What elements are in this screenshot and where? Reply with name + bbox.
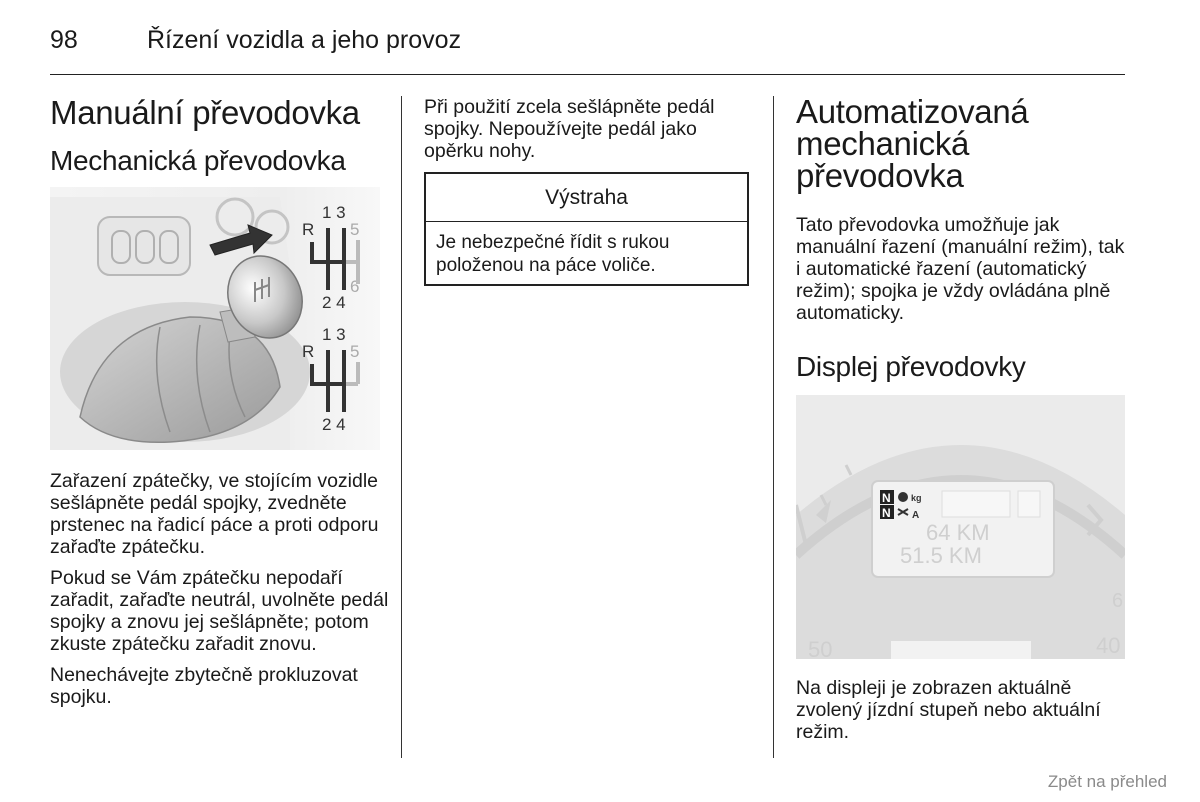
shift-label-5: 5 — [350, 342, 360, 361]
shift-label-lower: 2 4 — [322, 415, 346, 434]
flower-icon — [898, 492, 908, 502]
section-title-manual: Manuální převodovka — [50, 94, 360, 131]
display-line-1: 64 KM — [926, 520, 990, 545]
display-text — [796, 677, 1126, 752]
page-number: 98 — [50, 26, 78, 54]
manual-text-block — [50, 470, 395, 717]
paragraph-reverse-retry: Pokud se Vám zpátečku nepodaří zařadit, zařaďte neutrál, uvolněte pedál spojky a znovu jej sešlápněte; potom zkuste zpátečku zařadit znovu. — [50, 567, 389, 655]
warning-box — [424, 172, 749, 286]
transmission-display-photo — [796, 395, 1125, 659]
shift-label-r: R — [302, 342, 315, 361]
subsection-title-mechanical: Mechanická převodovka — [50, 145, 346, 176]
back-to-overview-link[interactable]: Zpět na přehled — [1047, 772, 1167, 791]
header-rule — [50, 74, 1125, 75]
section-title-automated: Automatizovaná mechanická převodovka — [796, 93, 1029, 194]
column-divider-1 — [401, 96, 402, 758]
shift-pattern-five-speed — [300, 322, 370, 434]
shift-label-upper: 1 3 — [322, 203, 346, 222]
paragraph-automated-description: Tato převodovka umožňuje jak manuální řazení (manuální režim), tak i automatické řazení (automatický režim); spojka je vždy ovládána plně automaticky. — [796, 214, 1125, 324]
paragraph-reverse-gear: Zařazení zpátečky, ve stojícím vozidle sešlápněte pedál spojky, zvedněte prstenec na řadicí páce a proti odporu zařaďte zpátečku. — [50, 470, 379, 558]
display-icon-top-label: kg — [911, 493, 922, 503]
paragraph-clutch-pedal: Při použití zcela sešlápněte pedál spojky. Nepoužívejte pedál jako opěrku nohy. — [424, 96, 715, 162]
paragraph-display-description: Na displeji je zobrazen aktuálně zvolený jízdní stupeň nebo aktuální režim. — [796, 677, 1101, 743]
shift-label-6: 6 — [350, 277, 360, 296]
display-mode-top: N — [882, 491, 891, 505]
shift-label-lower: 2 4 — [322, 293, 346, 312]
paragraph-clutch-slip: Nenechávejte zbytečně prokluzovat spojku. — [50, 664, 358, 708]
shift-label-r: R — [302, 220, 315, 239]
shift-pattern-six-speed — [300, 200, 370, 312]
shift-label-5: 5 — [350, 220, 360, 239]
clutch-text — [424, 96, 749, 171]
gauge-label-edge: 6 — [1112, 590, 1124, 612]
display-icon-bottom-label: A — [912, 510, 920, 521]
display-line-2: 51.5 KM — [900, 543, 982, 568]
warning-title: Výstraha — [426, 174, 747, 222]
automated-text — [796, 214, 1126, 333]
gauge-label-left: 50 — [808, 637, 833, 659]
gauge-label-right: 40 — [1096, 633, 1121, 658]
chapter-title: Řízení vozidla a jeho provoz — [147, 26, 462, 54]
shift-label-upper: 1 3 — [322, 325, 346, 344]
display-mode-bottom: N — [882, 506, 891, 520]
column-divider-2 — [773, 96, 774, 758]
subsection-title-display: Displej převodovky — [796, 351, 1026, 382]
warning-text: Je nebezpečné řídit s rukou položenou na páce voliče. — [436, 232, 670, 276]
